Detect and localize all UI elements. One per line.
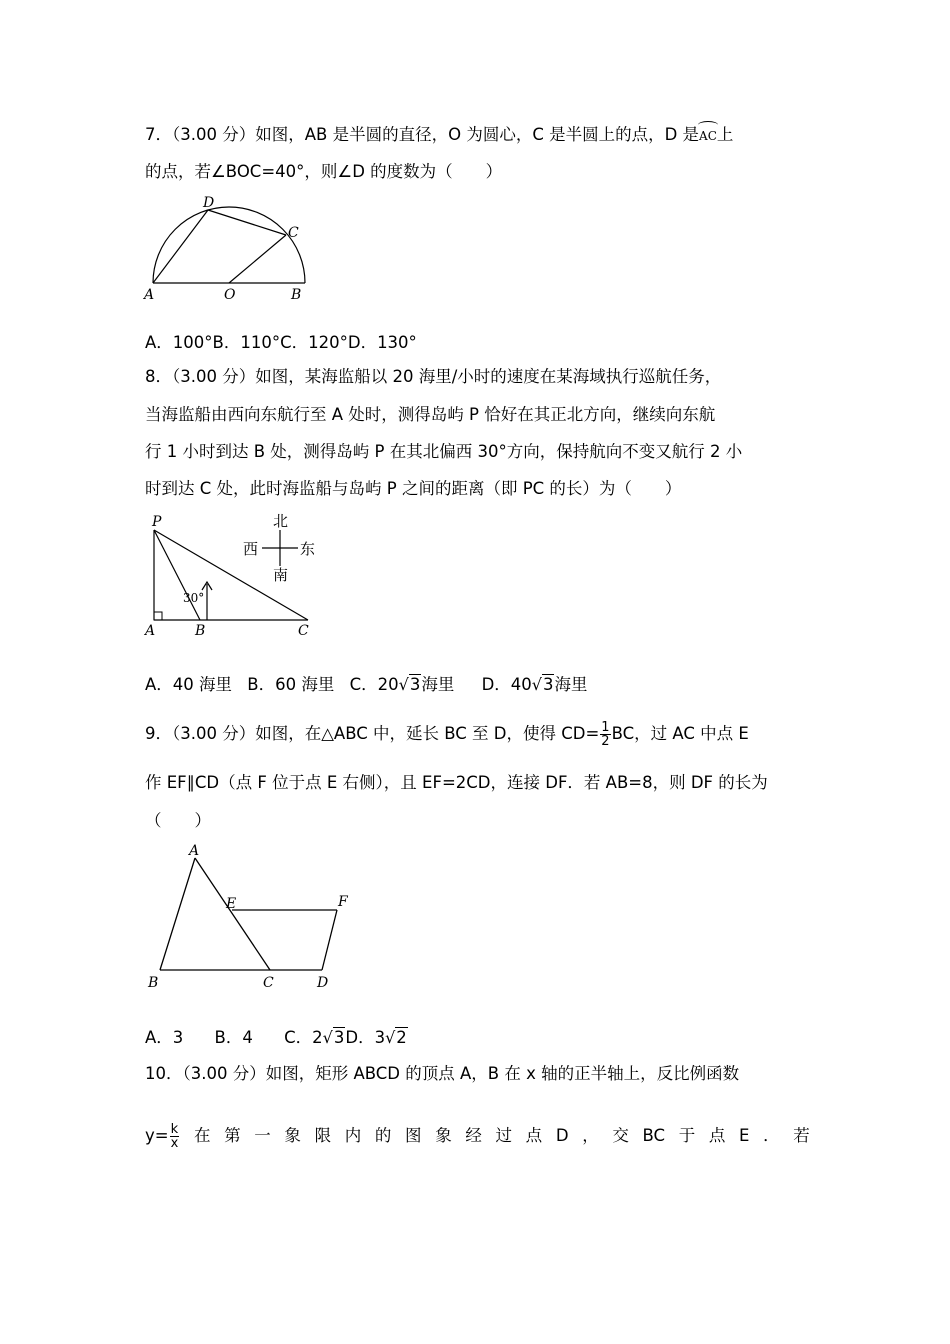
q10-word: 一 — [254, 1126, 271, 1145]
q10-line2 — [145, 1118, 810, 1154]
compass-east: 东 — [300, 540, 316, 558]
q9-option-d: D．3√2 — [345, 1028, 407, 1047]
label-c: C — [298, 623, 309, 639]
segment-oc — [229, 235, 286, 283]
label-c: C — [288, 225, 299, 241]
q8-option-d: D．40√3海里 — [481, 675, 588, 694]
q10-word: 点 — [708, 1126, 726, 1145]
label-d: D — [317, 975, 329, 991]
label-a: A — [144, 287, 155, 303]
q8-option-b: B．60 海里 — [247, 675, 335, 694]
q7-semicircle-figure — [140, 195, 320, 305]
q10-word: 经 — [465, 1126, 482, 1145]
q7-line2: 的点，若∠BOC=40°，则∠D 的度数为（ ） — [145, 162, 503, 181]
q10-word: 交 — [612, 1126, 629, 1145]
q9-line3: （ ） — [145, 811, 211, 830]
q10-word: 于 — [678, 1126, 696, 1145]
q10-word: 限 — [314, 1126, 332, 1145]
q7-options: A．100°B．110°C．120°D．130° — [145, 333, 417, 352]
q8-navigation-figure — [140, 510, 330, 640]
q10-function: y= $\frac{k}{x}$ — [145, 1122, 179, 1151]
q10-word: 过 — [495, 1126, 513, 1145]
q10-word: 象 — [284, 1126, 301, 1145]
segment-ac — [195, 858, 270, 970]
fraction-k-over-x: $\frac{k}{x}$ — [170, 1122, 179, 1151]
label-b: B — [195, 623, 206, 639]
q9-text: 9．（3.00 分）如图，在△ABC 中，延长 BC 至 D，使得 CD= — [145, 724, 600, 743]
label-a: A — [189, 843, 200, 859]
label-a: A — [145, 623, 156, 639]
q10-word: E — [739, 1126, 750, 1145]
q10-word: 若 — [793, 1126, 810, 1145]
q10-word: D — [555, 1126, 569, 1145]
q9-option-a: A．3 — [145, 1028, 184, 1047]
compass-rose — [243, 512, 315, 584]
label-p: P — [152, 514, 162, 530]
q10-word: 第 — [224, 1126, 241, 1145]
q9-options — [145, 1027, 810, 1049]
arc-ac-symbol: AC — [699, 125, 717, 147]
segment-ab — [160, 858, 195, 970]
compass-north: 北 — [273, 512, 289, 530]
q7-text-end: 上 — [716, 125, 734, 144]
q10-word: 点 — [525, 1126, 543, 1145]
q8-line4: 时到达 C 处，此时海监船与岛屿 P 之间的距离（即 PC 的长）为（ ） — [145, 479, 682, 498]
q10-line1: 10．（3.00 分）如图，矩形 ABCD 的顶点 A，B 在 x 轴的正半轴上，反比例函数 — [145, 1064, 740, 1083]
label-f: F — [338, 894, 348, 910]
q7-text: 7．（3.00 分）如图，AB 是半圆的直径，O 为圆心，C 是半圆上的点，D 是 — [145, 125, 700, 144]
q9-option-c: C．2√3 — [284, 1028, 345, 1047]
compass-south: 南 — [273, 566, 289, 584]
q9-figure — [140, 840, 360, 1000]
q10-word: 象 — [435, 1126, 452, 1145]
q8-option-a: A．40 海里 — [145, 675, 233, 694]
label-e: E — [226, 896, 237, 912]
q10-word: ． — [763, 1126, 780, 1145]
q8-line2: 当海监船由西向东航行至 A 处时，测得岛屿 P 恰好在其正北方向，继续向东航 — [145, 405, 716, 424]
q8-line1: 8．（3.00 分）如图，某海监船以 20 海里/小时的速度在某海域执行巡航任务， — [145, 367, 722, 386]
segment-df — [322, 910, 337, 970]
q8-options — [145, 674, 810, 696]
label-d: D — [203, 195, 215, 211]
q9-line1 — [145, 720, 810, 748]
right-angle-mark — [154, 612, 162, 620]
label-o: O — [224, 287, 236, 303]
angle-30-label: 30° — [183, 591, 205, 605]
q7-line1 — [145, 124, 810, 147]
q8-line3: 行 1 小时到达 B 处，测得岛屿 P 在其北偏西 30°方向，保持航向不变又航行 2 小 — [145, 442, 743, 461]
label-b: B — [291, 287, 302, 303]
q10-word: BC — [642, 1126, 666, 1145]
q10-word: 图 — [405, 1126, 422, 1145]
q9-text-end: BC，过 AC 中点 E — [611, 724, 749, 743]
semicircle-arc — [153, 207, 305, 283]
q8-option-c: C．20√3海里 — [349, 675, 455, 694]
q10-word: 的 — [374, 1126, 392, 1145]
label-c: C — [263, 975, 274, 991]
label-b: B — [148, 975, 159, 991]
compass-west: 西 — [243, 540, 259, 558]
fraction-one-half: $\frac{1}{2}$ — [601, 720, 610, 749]
q10-word: 在 — [193, 1126, 211, 1145]
q9-option-b: B．4 — [214, 1028, 253, 1047]
q10-word: 内 — [344, 1126, 362, 1145]
q9-line2: 作 EF∥CD（点 F 位于点 E 右侧），且 EF=2CD，连接 DF．若 AB=8，则 DF 的长为 — [145, 773, 768, 792]
q10-word: ， — [582, 1126, 599, 1145]
segment-ad — [153, 210, 208, 283]
